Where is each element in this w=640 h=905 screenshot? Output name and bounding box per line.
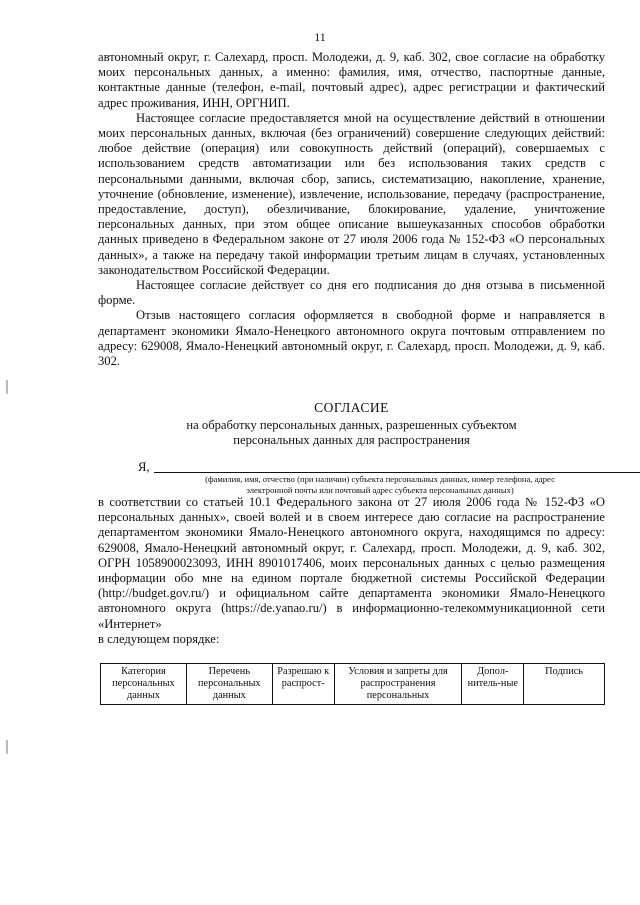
document-subtitle <box>98 418 605 448</box>
scan-margin-mark <box>6 740 8 754</box>
subtitle-line-1: на обработку персональных данных, разрешенных субъектом <box>186 418 517 432</box>
consent-table <box>100 663 605 705</box>
paragraph-1: автономный округ, г. Салехард, просп. Молодежи, д. 9, каб. 302, свое согласие на обработку моих персональных данных, а именно: фамилия, имя, отчество, паспортные данные, контактные данные (телефон, e-mail, почтовый адрес), адрес регистрации и фактический адрес проживания, ИНН, ОРГНИП. <box>98 50 605 110</box>
paragraph-4: Отзыв настоящего согласия оформляется в свободной форме и направляется в департамент экономики Ямало-Ненецкого автономного округа почтовым отправлением по адресу: 629008, Ямало-Ненецкий автономный округ, г. Салехард, просп. Молодежи, д. 9, каб. 302. <box>98 308 605 369</box>
hint-line-2: электронной почты или почтовый адрес субъекта персональных данных) <box>246 484 514 495</box>
consent-form-heading <box>98 400 605 448</box>
ya-label: Я, <box>138 460 150 474</box>
scan-margin-mark <box>6 380 8 394</box>
subtitle-line-2: персональных данных для распространения <box>233 433 470 448</box>
consent-body-last-line: в следующем порядке: <box>98 631 220 646</box>
name-entry-hint <box>160 474 600 495</box>
consent-body-text: в соответствии со статьей 10.1 Федерального закона от 27 июля 2006 года № 152-ФЗ «О персональных данных», своей волей и в своем интересе даю согласие на распространение департаментом экономики Ямало-Ненецкого автономного округа, находящимся по адресу: 629008, Ямало-Ненецкий автономный округ, г. Салехард, просп. Молодежи, д. 9, каб. 302, ОГРН 1058900023093, ИНН 8901017406, моих персональных данных с целью размещения информации обо мне на едином портале бюджетной системы Российской Федерации (http://budget.gov.ru/) и официальном сайте департамента экономики Ямало-Ненецкого автономного округа (https://de.yanao.ru/) в информационно-телекоммуникационной сети «Интернет» <box>98 495 605 631</box>
document-title: СОГЛАСИЕ <box>314 400 389 415</box>
table-header-cell: Разрешаю к распрост- <box>272 664 334 705</box>
paragraph-3: Настоящее согласие действует со дня его подписания до дня отзыва в письменной форме. <box>98 278 605 308</box>
page-number: 11 <box>314 30 326 44</box>
hint-line-1: (фамилия, имя, отчество (при наличии) субъекта персональных данных, номер телефона, адрес <box>205 474 555 484</box>
consent-form-body <box>98 495 605 647</box>
table-header-row <box>101 664 605 705</box>
name-entry-blank[interactable] <box>154 472 640 473</box>
consent-continuation-text <box>98 50 605 369</box>
table-header-cell: Условия и запреты для распространения персональных <box>334 664 462 705</box>
table-header-cell: Допол-нитель-ные <box>462 664 524 705</box>
paragraph-2: Настоящее согласие предоставляется мной на осуществление действий в отношении моих персональных данных, включая (без ограничений) совершение следующих действий: любое действие (операция) или совокупность действий (операций), совершаемых с использованием средств автоматизации или без использования таких средств с персональными данными, включая сбор, запись, систематизацию, накопление, хранение, уточнение (обновление, изменение), извлечение, использование, передачу (распространение, предоставление, доступ), обезличивание, блокирование, удаление, уничтожение персональных данных, при этом общее описание вышеуказанных способов обработки данных приведено в Федеральном законе от 27 июля 2006 года № 152-ФЗ «О персональных данных», а также на передачу такой информации третьим лицам в случаях, установленных законодательством Российской Федерации. <box>98 110 605 277</box>
table-header-cell: Перечень персональных данных <box>186 664 272 705</box>
table-header-cell: Категория персональных данных <box>101 664 187 705</box>
table-header-cell: Подпись <box>524 664 605 705</box>
